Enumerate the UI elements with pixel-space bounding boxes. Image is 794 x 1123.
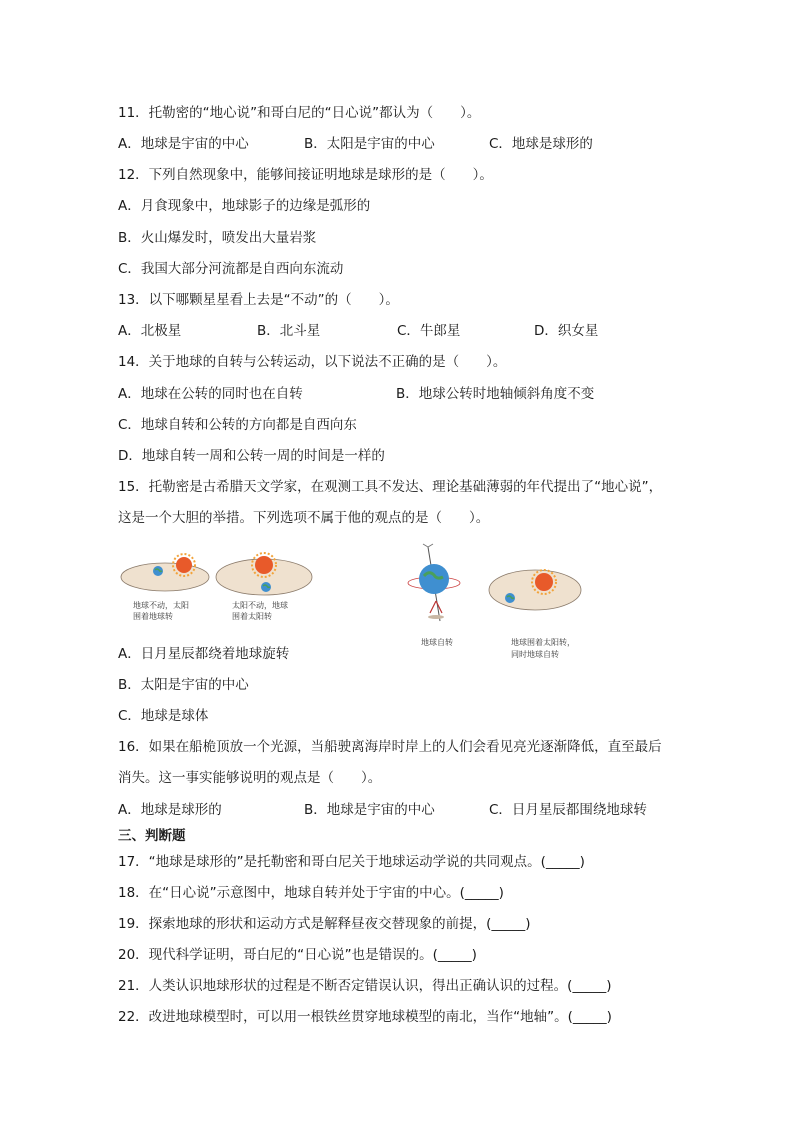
- earth-revolution-illustration: [486, 560, 584, 626]
- q12-stem: 12．下列自然现象中，能够间接证明地球是球形的是（ ）。: [118, 167, 493, 183]
- judgment-item-20: 20．现代科学证明，哥白尼的“日心说”也是错误的。(_____): [118, 947, 477, 963]
- sun-icon: [173, 554, 195, 576]
- q13-stem: 13．以下哪颗星星看上去是“不动”的（ ）。: [118, 292, 399, 308]
- q12-option-a: A．月食现象中，地球影子的边缘是弧形的: [118, 198, 371, 214]
- q15-option-c: C．地球是球体: [118, 708, 209, 724]
- q14-stem: 14．关于地球的自转与公转运动，以下说法不正确的是（ ）。: [118, 354, 507, 370]
- figure1-caption-line1: 地球不动，太阳: [133, 601, 189, 610]
- earth-rotation-illustration: [400, 543, 470, 633]
- section-heading-judgment: 三、判断题: [118, 828, 186, 844]
- figure-geocentric: [118, 543, 212, 615]
- figure-earth-revolution: [486, 560, 584, 626]
- judgment-item-21: 21．人类认识地球形状的过程是不断否定错误认识，得出正确认识的过程。(_____): [118, 978, 612, 994]
- q11-stem: 11．托勒密的“地心说”和哥白尼的“日心说”都认为（ ）。: [118, 105, 481, 121]
- q12-option-c: C．我国大部分河流都是自西向东流动: [118, 261, 344, 277]
- earth-icon: [153, 566, 163, 576]
- q16-option-b: B．地球是宇宙的中心: [304, 802, 435, 818]
- q14-option-c: C．地球自转和公转的方向都是自西向东: [118, 417, 357, 433]
- q16-stem-line1: 16．如果在船桅顶放一个光源，当船驶离海岸时岸上的人们会看见亮光逐渐降低，直至最后: [118, 739, 662, 755]
- figure-heliocentric: [214, 543, 314, 615]
- q15-stem-line1: 15．托勒密是古希腊天文学家，在观测工具不发达、理论基础薄弱的年代提出了“地心说”，: [118, 479, 663, 495]
- q12-option-b: B．火山爆发时，喷发出大量岩浆: [118, 230, 317, 246]
- q11-option-c: C．地球是球形的: [489, 136, 593, 152]
- sun-icon: [252, 553, 276, 577]
- q15-stem-line2: 这是一个大胆的举措。下列选项不属于他的观点的是（ ）。: [118, 510, 490, 526]
- q14-option-a: A．地球在公转的同时也在自转: [118, 386, 303, 402]
- q15-option-b: B．太阳是宇宙的中心: [118, 677, 249, 693]
- figure1-caption-line2: 围着地球转: [133, 612, 173, 621]
- q13-option-c: C．牛郎星: [397, 323, 461, 339]
- q15-option-a: A．日月星辰都绕着地球旋转: [118, 646, 290, 662]
- judgment-item-17: 17．“地球是球形的”是托勒密和哥白尼关于地球运动学说的共同观点。(_____): [118, 854, 585, 870]
- q13-option-a: A．北极星: [118, 323, 182, 339]
- figure4-caption-line1: 地球围着太阳转，: [511, 638, 575, 647]
- judgment-item-18: 18．在“日心说”示意图中，地球自转并处于宇宙的中心。(_____): [118, 885, 504, 901]
- figure4-caption-line2: 同时地球自转: [511, 650, 559, 659]
- judgment-item-19: 19．探索地球的形状和运动方式是解释昼夜交替现象的前提，(_____): [118, 916, 531, 932]
- figure2-caption-line2: 围着太阳转: [232, 612, 272, 621]
- earth-icon: [261, 582, 271, 592]
- judgment-item-22: 22．改进地球模型时，可以用一根铁丝贯穿地球模型的南北，当作“地轴”。(_____): [118, 1009, 612, 1025]
- q13-option-d: D．织女星: [534, 323, 599, 339]
- q14-option-b: B．地球公转时地轴倾斜角度不变: [396, 386, 595, 402]
- q11-option-b: B．太阳是宇宙的中心: [304, 136, 435, 152]
- figure3-caption: 地球自转: [421, 638, 453, 647]
- q13-option-b: B．北斗星: [257, 323, 321, 339]
- earth-icon: [505, 593, 515, 603]
- q16-stem-line2: 消失。这一事实能够说明的观点是（ ）。: [118, 770, 382, 786]
- q16-option-a: A．地球是球形的: [118, 802, 222, 818]
- earth-icon: [419, 564, 449, 594]
- q16-option-c: C．日月星辰都围绕地球转: [489, 802, 647, 818]
- figure-earth-rotation: [400, 543, 470, 633]
- figure2-caption-line1: 太阳不动，地球: [232, 601, 288, 610]
- q14-option-d: D．地球自转一周和公转一周的时间是一样的: [118, 448, 385, 464]
- q11-option-a: A．地球是宇宙的中心: [118, 136, 249, 152]
